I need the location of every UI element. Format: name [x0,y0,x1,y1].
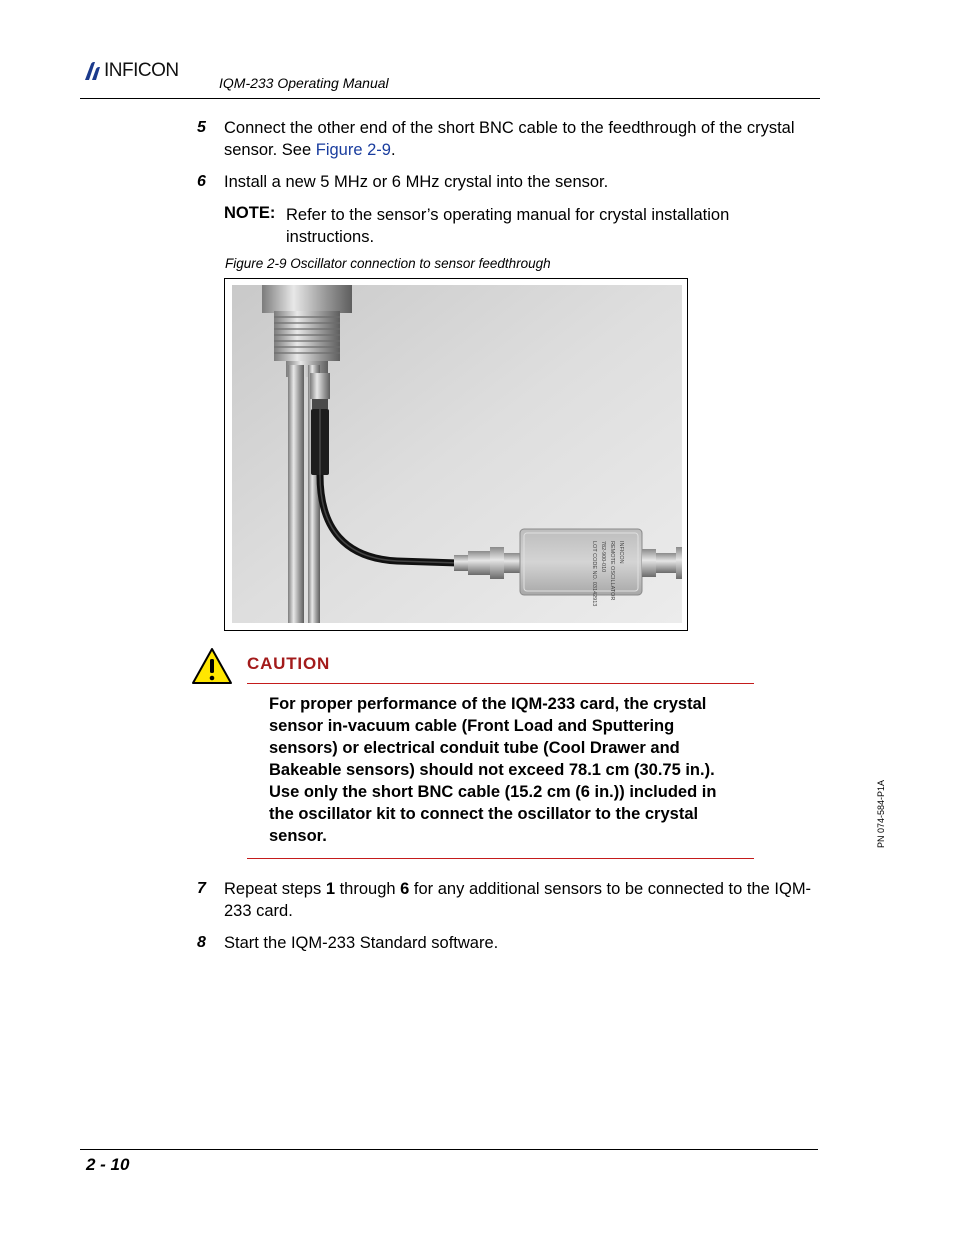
note-text: Refer to the sensor’s operating manual for crystal installation instructions. [286,206,730,246]
step-number: 6 [197,173,206,190]
header-divider [80,98,820,99]
warning-triangle-icon [191,647,233,685]
step-number: 8 [197,934,206,951]
step-5-text [224,117,820,161]
page-number: 2 - 10 [86,1155,130,1174]
brand-name: INFICON [104,60,179,81]
caution-text: For proper performance of the IQM-233 card, the crystal sensor in-vacuum cable (Front Load and Sputtering sensors) or electrical conduit tube (Cool Drawer and Bakeable sensors) should not exceed 78.1 cm (30.75 in.). Use only the short BNC cable (15.2 cm (6 in.)) included in the oscillator kit to connect the oscillator to the crystal sensor. [269,695,717,845]
step-7-text [224,878,814,922]
inficon-logo [82,58,194,82]
step-7-text-part: through [335,880,401,898]
oscillator-connection-photo [232,285,682,623]
step-ref-1: 1 [325,880,335,898]
step-ref-6: 6 [400,880,410,898]
document-title: IQM-233 Operating Manual [219,75,389,91]
figure-frame [224,278,688,631]
caution-title: CAUTION [247,654,331,673]
step-5-text-after: . [390,141,396,159]
box-label-line-1: INFICON [618,541,624,564]
step-6-text: Install a new 5 MHz or 6 MHz crystal into the sensor. [224,173,609,191]
step-number: 5 [197,119,206,136]
side-part-number: PN 074-584-P1A [876,779,886,848]
caution-top-rule [247,683,754,684]
step-7-text-part: for any additional sensors to be connected to the IQM-233 card. [224,880,812,920]
step-7-text-part: Repeat steps [224,880,326,898]
figure-caption: Figure 2-9 Oscillator connection to sensor feedthrough [225,256,551,271]
box-label-line-4: LOT CODE NO. 03142913 [591,541,597,607]
inficon-logo-mark-icon [82,60,104,82]
step-8-text: Start the IQM-233 Standard software. [224,934,499,952]
caution-bottom-rule [247,858,754,859]
step-5-text-before: Connect the other end of the short BNC cable to the feedthrough of the crystal sensor. See [224,119,795,159]
box-label-line-2: REMOTE OSCILLATOR [609,541,615,601]
footer-divider [80,1149,818,1150]
box-label-line-3: 782-900-010 [600,541,606,573]
note-label: NOTE: [224,204,276,222]
step-number: 7 [197,880,206,897]
figure-2-9-link[interactable]: Figure 2-9 [315,141,391,159]
